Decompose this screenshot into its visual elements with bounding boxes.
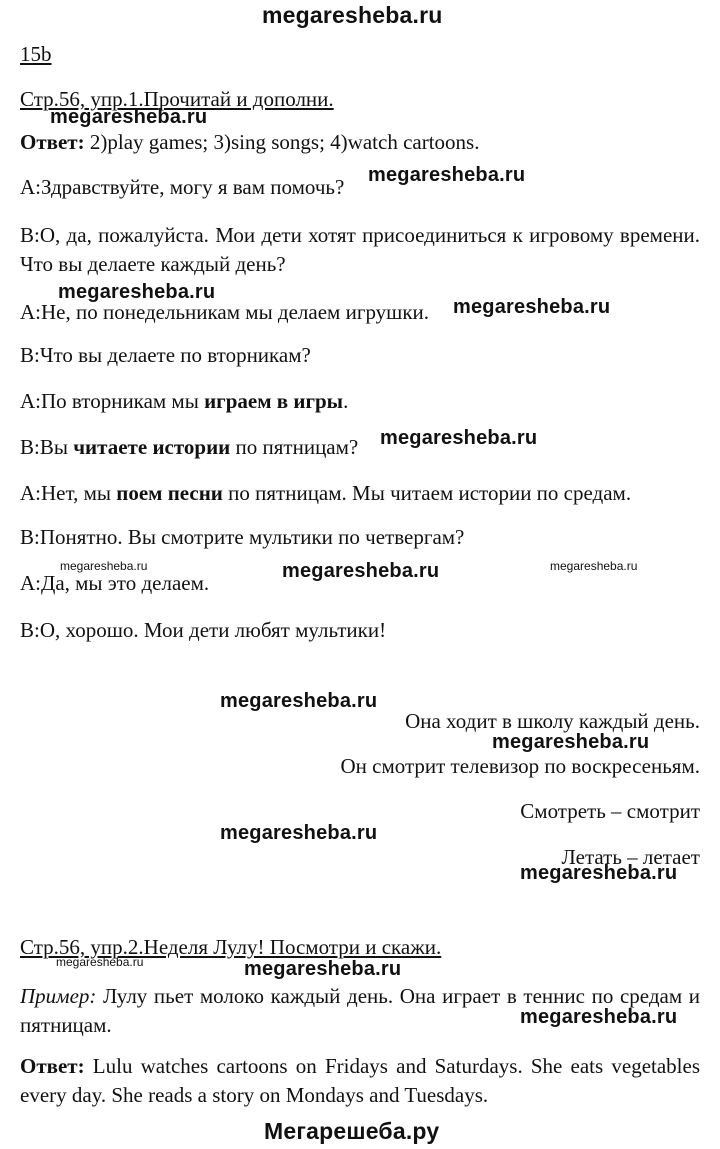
dialog-line: B:O, хорошо. Мои дети любят мультики! bbox=[20, 618, 387, 642]
watermark-small: megaresheba.ru bbox=[550, 559, 638, 573]
watermark: megaresheba.ru bbox=[220, 822, 378, 844]
watermark: megaresheba.ru bbox=[244, 958, 402, 980]
dialog-line: A:Здравствуйте, могу я вам помочь? bbox=[20, 175, 345, 199]
line-bold: читаете истории bbox=[73, 435, 231, 459]
watermark: megaresheba.ru bbox=[380, 427, 538, 449]
watermark: megaresheba.ru bbox=[368, 164, 526, 186]
exercise-2-answer bbox=[20, 1052, 700, 1110]
dialog-line bbox=[20, 389, 348, 413]
exercise-1-title: Стр.56, упр.1.Прочитай и дополни. bbox=[20, 87, 334, 111]
site-footer: Мегарешеба.ру bbox=[264, 1118, 440, 1144]
watermark-small: megaresheba.ru bbox=[60, 559, 148, 573]
grammar-note: Он смотрит телевизор по воскресеньям. bbox=[340, 754, 700, 778]
line-text: A:По вторникам мы bbox=[20, 389, 205, 413]
example-text: Лулу пьет молоко каждый день. Она играет в теннис по средам и пятницам. bbox=[20, 984, 700, 1037]
answer-label: Ответ: bbox=[20, 1054, 85, 1078]
page-number: 15b bbox=[20, 42, 52, 66]
watermark: megaresheba.ru bbox=[520, 1006, 678, 1028]
watermark: megaresheba.ru bbox=[282, 560, 440, 582]
example-label: Пример: bbox=[20, 984, 97, 1008]
line-bold: поем песни bbox=[116, 481, 223, 505]
site-header: megaresheba.ru bbox=[262, 2, 443, 28]
line-text: по пятницам. Мы читаем истории по средам. bbox=[222, 481, 632, 505]
dialog-line: B:Понятно. Вы смотрите мультики по четвергам? bbox=[20, 525, 465, 549]
watermark-small: megaresheba.ru bbox=[56, 955, 144, 969]
line-text: . bbox=[343, 389, 349, 413]
dialog-line: B:Что вы делаете по вторникам? bbox=[20, 343, 311, 367]
watermark: megaresheba.ru bbox=[220, 690, 378, 712]
answer-label: Ответ: bbox=[20, 130, 85, 154]
watermark: megaresheba.ru bbox=[453, 296, 611, 318]
dialog-line: A:Да, мы это делаем. bbox=[20, 571, 210, 595]
grammar-note: Она ходит в школу каждый день. bbox=[405, 709, 700, 733]
watermark: megaresheba.ru bbox=[50, 106, 208, 128]
line-text: B:Вы bbox=[20, 435, 74, 459]
grammar-note: Смотреть – смотрит bbox=[520, 799, 700, 823]
line-bold: играем в игры bbox=[204, 389, 344, 413]
dialog-line bbox=[20, 481, 631, 505]
watermark: megaresheba.ru bbox=[58, 281, 216, 303]
answer-text: 2)play games; 3)sing songs; 4)watch cartoons. bbox=[84, 130, 480, 154]
answer-text: Lulu watches cartoons on Fridays and Saturdays. She eats vegetables every day. She reads a story on Mondays and Tuesdays. bbox=[20, 1054, 700, 1107]
dialog-line: A:Не, по понедельникам мы делаем игрушки. bbox=[20, 300, 430, 324]
dialog-line: B:O, да, пожалуйста. Мои дети хотят присоединиться к игровому времени. Что вы делаете каждый день? bbox=[20, 223, 700, 276]
grammar-note: Летать – летает bbox=[561, 845, 700, 869]
exercise-1-answer bbox=[20, 130, 479, 154]
dialog-line bbox=[20, 435, 358, 459]
watermark: megaresheba.ru bbox=[520, 862, 678, 884]
line-text: по пятницам? bbox=[230, 435, 359, 459]
watermark: megaresheba.ru bbox=[492, 731, 650, 753]
exercise-2-title: Стр.56, упр.2.Неделя Лулу! Посмотри и скажи. bbox=[20, 935, 442, 959]
line-text: A:Нет, мы bbox=[20, 481, 117, 505]
